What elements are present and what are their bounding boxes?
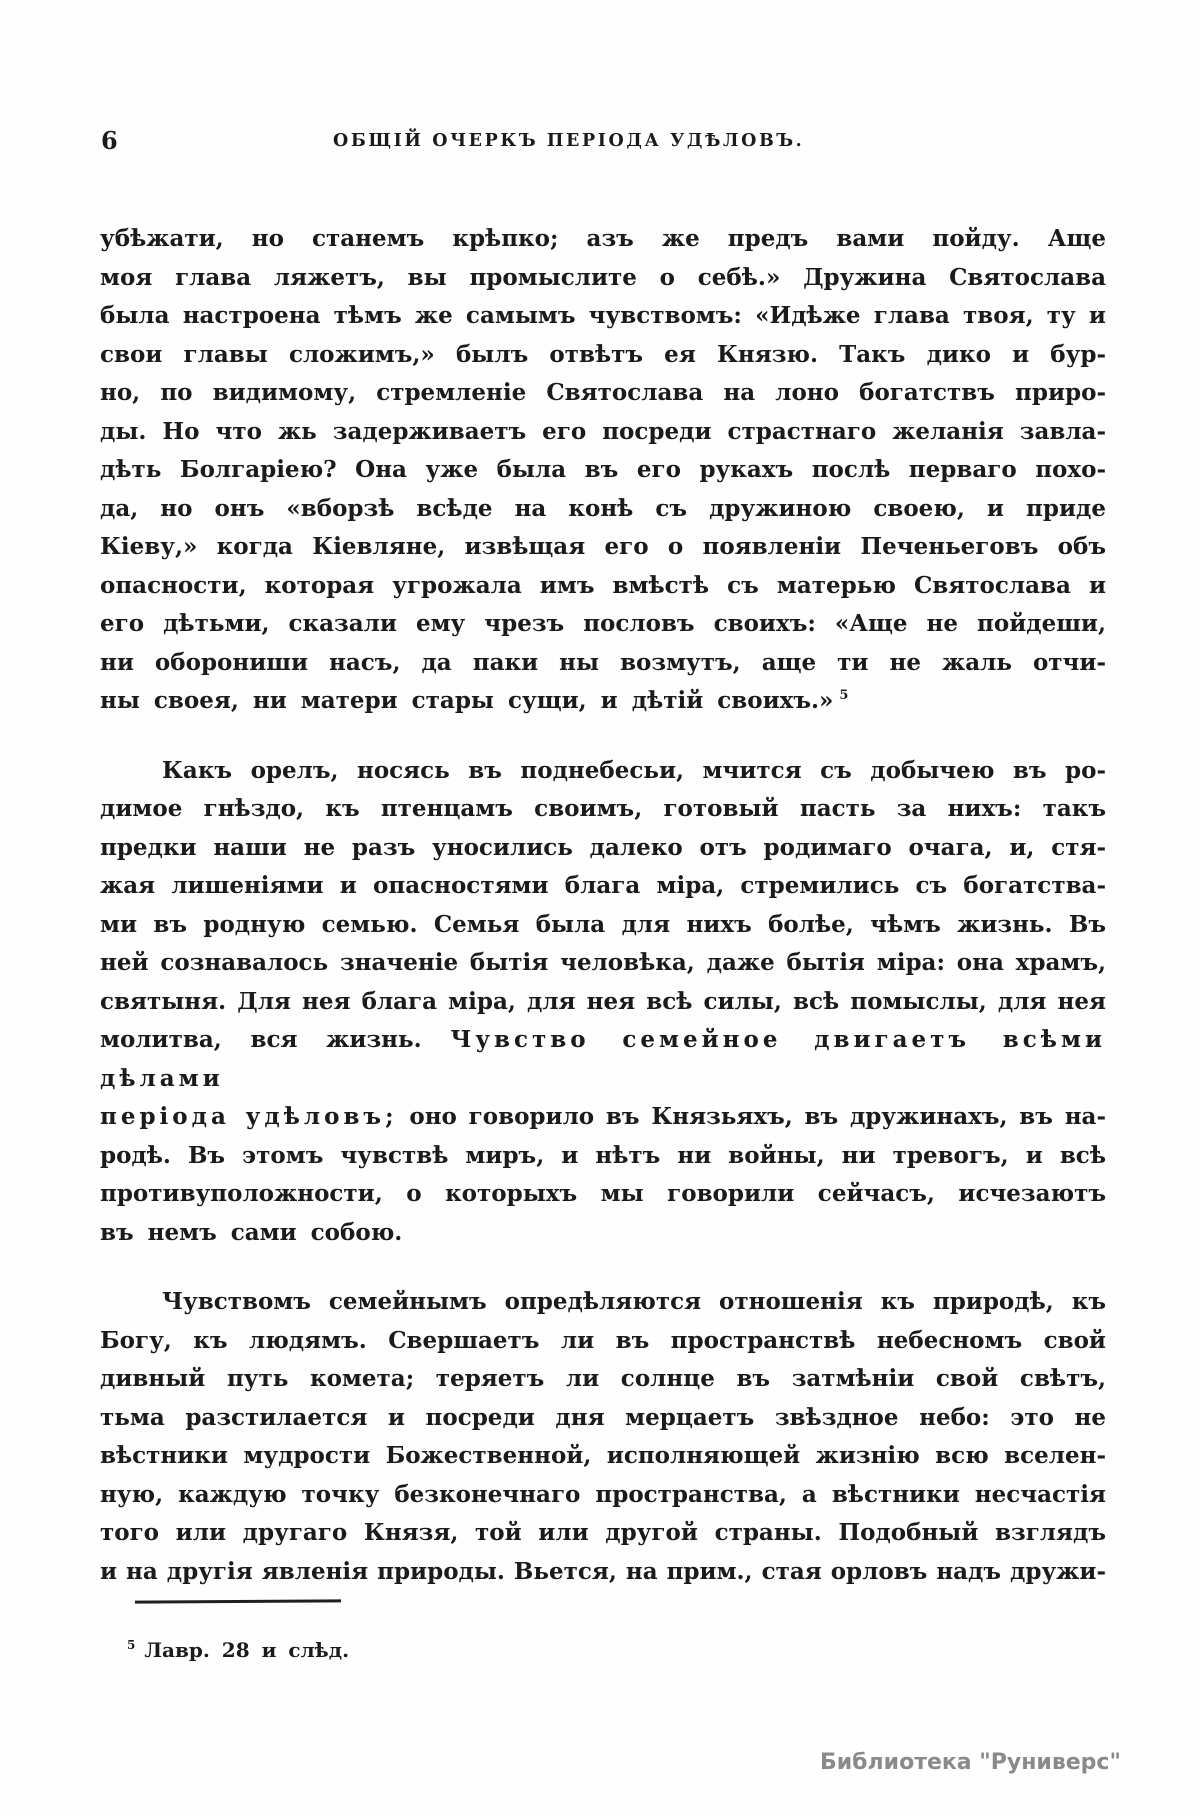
text-segment: его дѣтьми, сказали ему чрезъ пословъ своихъ: «Аще не пойдеши,	[100, 610, 1106, 637]
footnote-ref: 5	[839, 688, 849, 704]
text-line	[100, 259, 1106, 298]
text-line	[100, 944, 1106, 983]
footnote	[127, 1638, 349, 1662]
text-segment: но, по видимому, стремленіе Святослава на лоно богатствъ приро-	[100, 379, 1106, 406]
text-segment: Кіеву,» когда Кіевляне, извѣщая его о появленіи Печеньеговъ объ	[100, 533, 1106, 560]
page-body	[100, 220, 1106, 1591]
text-line	[100, 1175, 1106, 1214]
text-segment: димое гнѣздо, къ птенцамъ своимъ, готовый пасть за нихъ: такъ	[100, 795, 1106, 822]
text-line	[100, 1214, 1106, 1253]
text-segment: опасности, которая угрожала имъ вмѣстѣ съ матерью Святослава и	[100, 571, 1106, 599]
text-line	[100, 983, 1106, 1022]
text-segment: дѣть Болгаріею? Она уже была въ его рукахъ послѣ перваго похо-	[100, 456, 1106, 483]
text-segment: Чувство семейное двигаетъ всѣми дѣлами	[100, 1026, 1107, 1092]
text-line	[100, 336, 1106, 375]
text-segment: дивный путь комета; теряетъ ли солнце въ затмѣніи свой свѣтъ,	[100, 1365, 1106, 1392]
text-line	[100, 490, 1106, 529]
text-line	[100, 1553, 1106, 1592]
text-segment: убѣжати, но станемъ крѣпко; азъ же предъ вами пойду. Аще	[100, 225, 1106, 252]
text-segment: святыня. Для нея блага міра, для нея всѣ силы, всѣ помыслы, для нея	[100, 987, 1106, 1015]
paragraph	[100, 220, 1106, 721]
text-line	[100, 1137, 1106, 1176]
footnote-marker: 5	[127, 1638, 136, 1653]
footnote-divider	[135, 1599, 341, 1603]
text-line	[100, 1098, 1106, 1137]
text-segment: да, но онъ «вборзѣ всѣде на конѣ съ дружиною своею, и приде	[100, 494, 1106, 522]
text-line	[100, 528, 1106, 567]
text-segment: оно говорило въ Князьяхъ, въ дружинахъ, въ на-	[397, 1103, 1106, 1130]
text-line	[100, 451, 1106, 490]
text-line	[100, 1514, 1106, 1553]
text-segment: ней сознавалось значеніе бытія человѣка, даже бытія міра: она храмъ,	[100, 949, 1106, 976]
text-segment: въ немъ сами собою.	[100, 1218, 403, 1246]
text-segment: свои главы сложимъ,» былъ отвѣтъ ея Князю. Такъ дико и бур-	[100, 340, 1106, 368]
text-line	[100, 906, 1106, 945]
text-segment: тьма разстилается и посреди дня мерцаетъ звѣздное небо: это не	[100, 1403, 1106, 1431]
text-line	[100, 1283, 1106, 1322]
text-line	[100, 297, 1106, 336]
text-line	[100, 644, 1106, 683]
text-segment: Чувствомъ семейнымъ опредѣляются отношенія къ природѣ, къ	[162, 1288, 1106, 1315]
text-line	[100, 867, 1106, 906]
text-segment: предки наши не разъ уносились далеко отъ родимаго очага, и, стя-	[100, 833, 1106, 861]
footnote-text: Лавр. 28 и слѣд.	[144, 1638, 350, 1662]
text-segment: и на другія явленія природы. Вьется, на прим., стая орловъ надъ дружи-	[100, 1557, 1106, 1585]
text-line	[100, 1437, 1106, 1476]
text-line	[100, 1476, 1106, 1515]
paragraph	[100, 752, 1106, 1253]
text-line	[100, 413, 1106, 452]
watermark: Библиотека "Руниверс"	[820, 1750, 1121, 1775]
text-segment: жая лишеніями и опасностями блага міра, стремились съ богатства-	[100, 872, 1106, 899]
text-line	[100, 790, 1106, 829]
text-segment: родѣ. Въ этомъ чувствѣ миръ, и нѣтъ ни войны, ни тревогъ, и всѣ	[100, 1141, 1106, 1169]
paragraph	[100, 1283, 1106, 1591]
text-line	[100, 682, 1106, 721]
text-line	[100, 374, 1106, 413]
text-segment: противуположности, о которыхъ мы говорили сейчасъ, исчезаютъ	[100, 1180, 1106, 1207]
text-segment: Богу, къ людямъ. Свершаетъ ли въ пространствѣ небесномъ свой	[100, 1326, 1106, 1354]
text-line	[100, 1399, 1106, 1438]
text-segment: ны своея, ни матери стары сущи, и дѣтій своихъ.»	[100, 687, 834, 714]
text-segment: была настроена тѣмъ же самымъ чувствомъ: «Идѣже глава твоя, ту и	[100, 302, 1106, 329]
text-segment: Какъ орелъ, носясь въ поднебесьи, мчится съ добычею въ ро-	[162, 756, 1106, 784]
text-segment: вѣстники мудрости Божественной, исполняющей жизнію всю вселен-	[100, 1442, 1106, 1469]
text-line	[100, 829, 1106, 868]
text-line	[100, 1021, 1106, 1098]
text-segment: ми въ родную семью. Семья была для нихъ болѣе, чѣмъ жизнь. Въ	[100, 910, 1106, 938]
text-segment: молитва, вся жизнь.	[100, 1026, 451, 1053]
text-line	[100, 220, 1106, 259]
text-segment: періода удѣловъ;	[100, 1103, 398, 1130]
text-line	[100, 752, 1106, 791]
text-line	[100, 1360, 1106, 1399]
text-segment: моя глава ляжетъ, вы промыслите о себѣ.» Дружина Святослава	[100, 263, 1106, 291]
text-segment: ни оборониши насъ, да паки ны возмутъ, аще ти не жаль отчи-	[100, 648, 1106, 676]
text-segment: ную, каждую точку безконечнаго пространства, а вѣстники несчастія	[100, 1480, 1106, 1508]
page-number: 6	[101, 126, 118, 155]
running-title: ОБЩІЙ ОЧЕРКЪ ПЕРІОДА УДѢЛОВЪ.	[333, 131, 805, 151]
text-segment: ды. Но что жь задерживаетъ его посреди страстнаго желанія завла-	[100, 417, 1106, 445]
text-line	[100, 605, 1106, 644]
text-segment: того или другаго Князя, той или другой страны. Подобный взглядъ	[100, 1519, 1106, 1546]
text-line	[100, 567, 1106, 606]
text-line	[100, 1322, 1106, 1361]
